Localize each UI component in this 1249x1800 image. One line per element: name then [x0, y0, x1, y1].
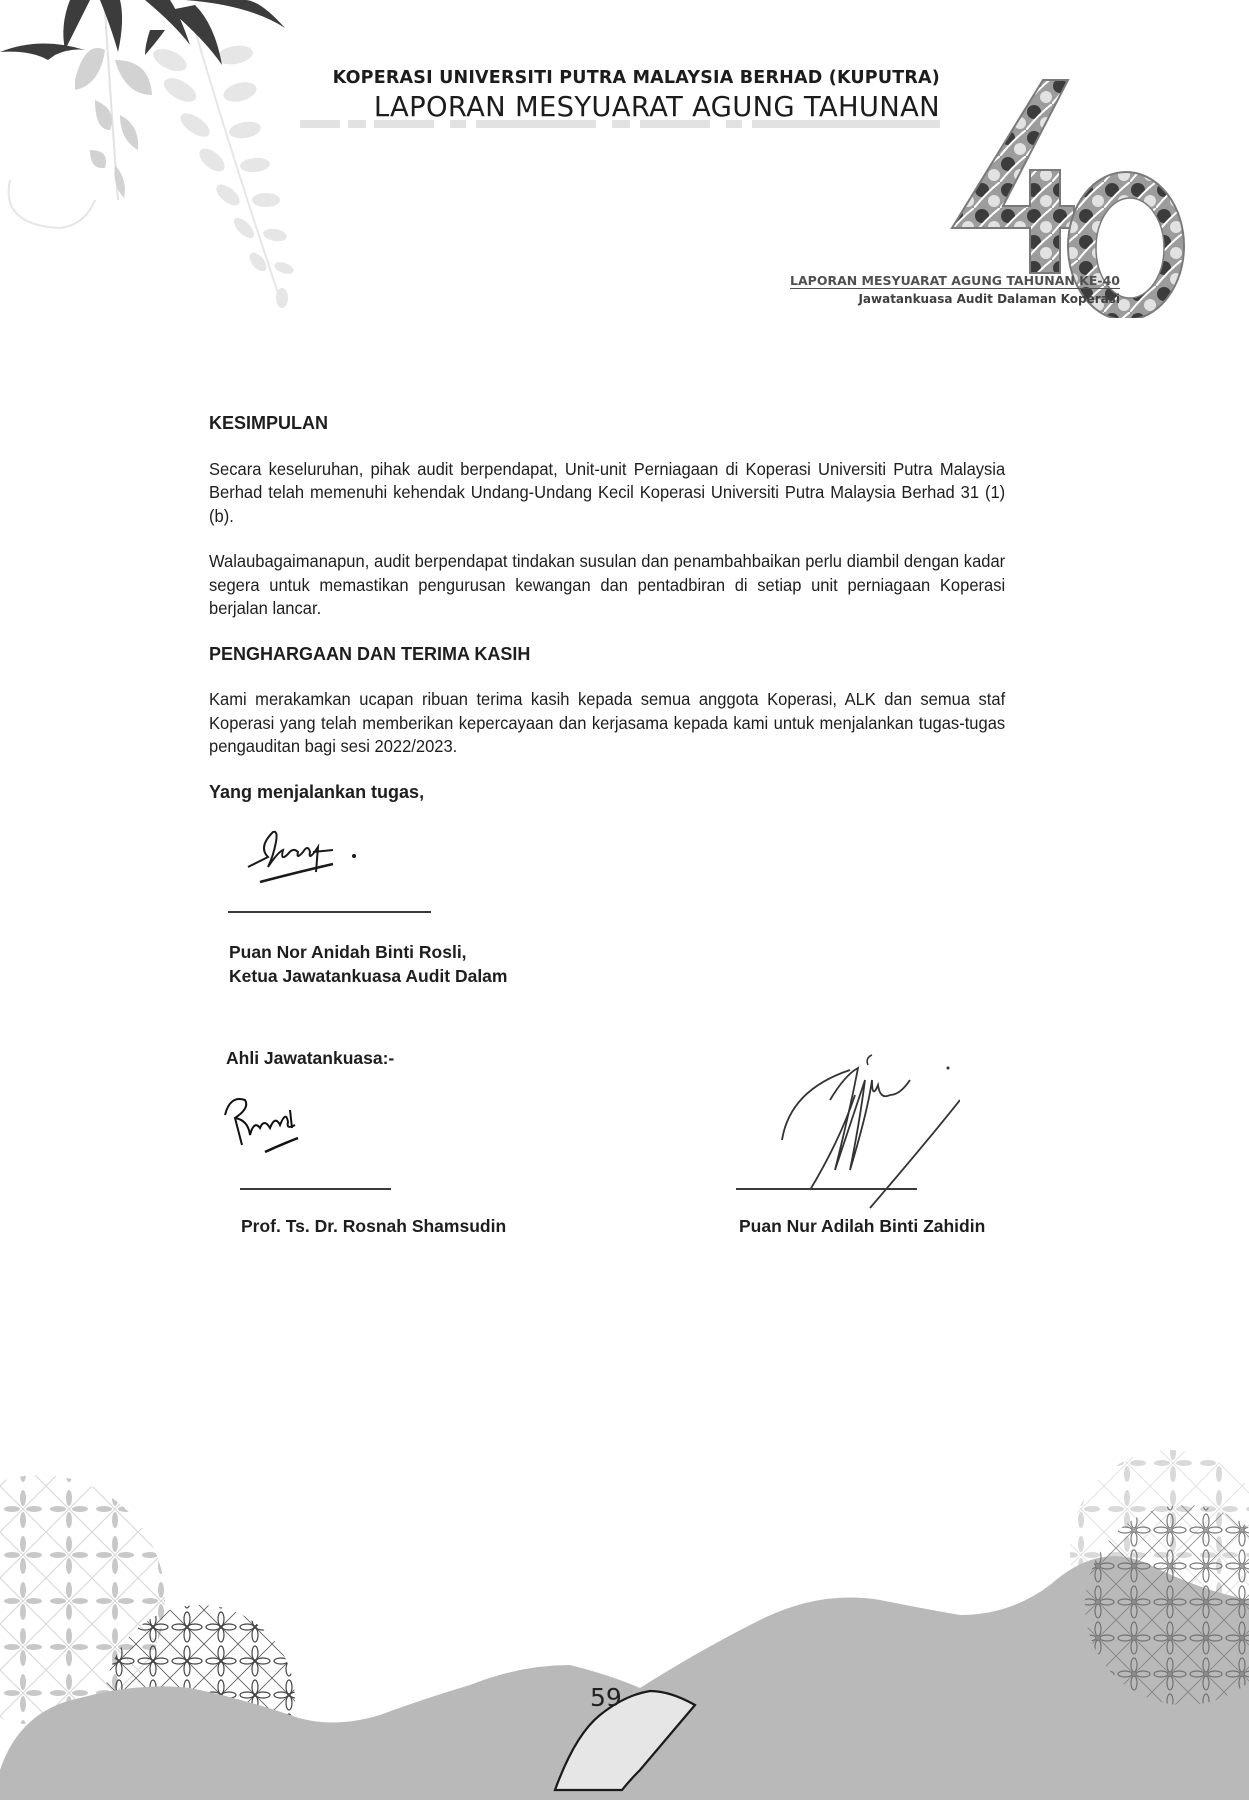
- vine-curl-icon: [9, 180, 95, 228]
- members-label: Ahli Jawatankuasa:-: [226, 1048, 395, 1068]
- hanging-fern-icon: [150, 30, 295, 308]
- bird-icon: [0, 43, 85, 60]
- sub-header-section: Jawatankuasa Audit Dalaman Koperasi: [858, 292, 1120, 306]
- chair-position: Ketua Jawatankuasa Audit Dalam: [229, 966, 508, 986]
- paragraph: Secara keseluruhan, pihak audit berpendapat, Unit-unit Perniagaan di Koperasi Universiti Putra Malaysia Berhad telah memenuhi kehendak Undang-Undang Kecil Koperasi Universiti Putra Malaysia Berhad 31 (1) (b).: [209, 458, 1006, 526]
- paragraph: Kami merakamkan ucapan ribuan terima kasih kepada semua anggota Koperasi, ALK dan semua staf Koperasi yang telah memberikan kepercayaan dan kerjasama kepada kami untuk menjalankan tugas-tugas pengauditan bagi sesi 2022/2023.: [209, 689, 1006, 756]
- section-heading-penghargaan: PENGHARGAAN DAN TERIMA KASIH: [209, 643, 531, 664]
- paragraph: Walaubagaimanapun, audit berpendapat tindakan susulan dan penambahbaikan perlu diambil dengan kadar segera untuk memastikan pengurusan kewangan dan pentadbiran di setiap unit perniagaan Koperasi berjalan lancar.: [209, 551, 1006, 618]
- signature-chair: [238, 822, 368, 892]
- signature-line: [240, 1188, 391, 1190]
- chair-block: [229, 940, 507, 988]
- member-2-name: Puan Nur Adilah Binti Zahidin: [739, 1216, 986, 1236]
- document-body: [209, 412, 1005, 804]
- sub-header-title: LAPORAN MESYUARAT AGUNG TAHUNAN KE-40: [790, 273, 1120, 288]
- signature-member-2: [760, 1040, 960, 1210]
- page-number: 59: [590, 1683, 622, 1712]
- signature-line: [736, 1188, 917, 1190]
- sub-header: [700, 272, 1120, 308]
- chair-name: Puan Nor Anidah Binti Rosli,: [229, 942, 467, 962]
- hanging-leaves-icon: [75, 10, 152, 200]
- foliage-decoration: [0, 0, 300, 320]
- header-title-block: [300, 66, 940, 124]
- report-title-wrap: [300, 90, 940, 124]
- section-heading-kesimpulan: KESIMPULAN: [209, 413, 329, 433]
- signature-member-1: [220, 1090, 340, 1160]
- footer-decoration: [0, 1440, 1249, 1800]
- signature-line: [228, 911, 431, 913]
- organization-name: KOPERASI UNIVERSITI PUTRA MALAYSIA BERHAD (KUPUTRA): [332, 68, 940, 88]
- digit-four-shape: [952, 80, 1074, 273]
- report-title: LAPORAN MESYUARAT AGUNG TAHUNAN: [373, 90, 940, 123]
- closing-line: Yang menjalankan tugas,: [209, 781, 425, 802]
- member-1-name: Prof. Ts. Dr. Rosnah Shamsudin: [241, 1216, 507, 1236]
